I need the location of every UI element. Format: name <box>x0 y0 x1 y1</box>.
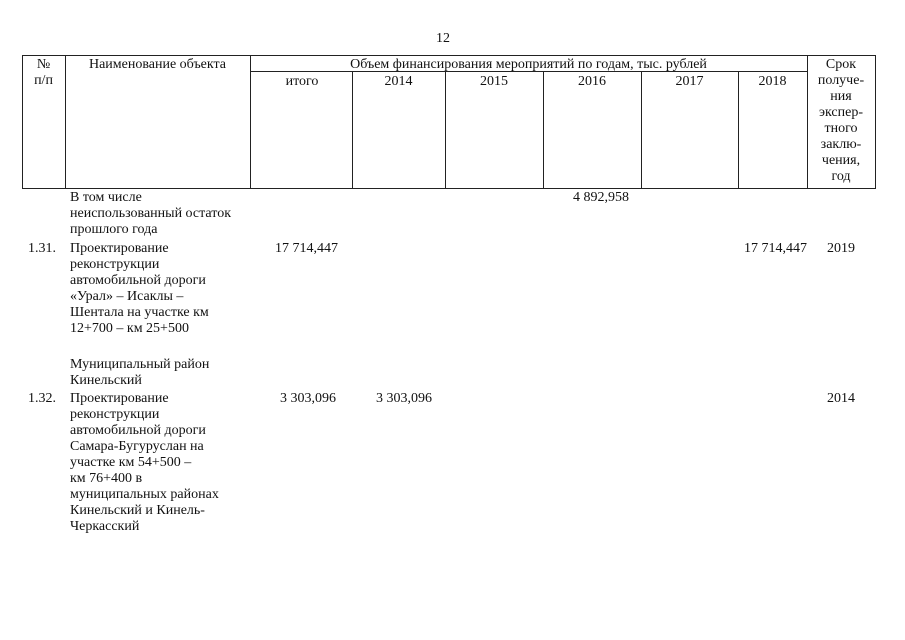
header-2016: 2016 <box>578 74 606 89</box>
row-1-31-total: 17 714,447 <box>275 241 338 256</box>
page-number: 12 <box>436 31 450 46</box>
row-1-31-2018: 17 714,447 <box>744 241 807 256</box>
header-2014: 2014 <box>384 74 413 89</box>
row-1-32-total: 3 303,096 <box>280 391 336 406</box>
row-including-name: В том числе неиспользованный остаток прошлого года <box>70 190 231 237</box>
col-border-no <box>65 55 66 189</box>
col-border-name <box>250 55 251 189</box>
row-1-32-number: 1.32. <box>28 391 56 406</box>
row-1-31-number: 1.31. <box>28 241 56 256</box>
col-border-right <box>875 55 876 189</box>
row-1-32-2014: 3 303,096 <box>376 391 432 406</box>
row-including-2016: 4 892,958 <box>573 190 629 205</box>
row-1-31-deadline: 2019 <box>827 241 855 256</box>
header-no: № п/п <box>34 57 53 88</box>
header-2018: 2018 <box>758 74 787 89</box>
header-total: итого <box>285 74 319 89</box>
header-deadline: Срок получе- ния экспер- тного заклю- чения, год <box>817 57 865 184</box>
row-municipal-district: Муниципальный район Кинельский <box>70 357 210 388</box>
header-2017: 2017 <box>675 74 704 89</box>
header-volume: Объем финансирования мероприятий по годам, тыс. рублей <box>350 57 707 72</box>
header-bottom-border <box>22 188 876 189</box>
row-1-32-deadline: 2014 <box>827 391 855 406</box>
header-name: Наименование объекта <box>88 57 227 72</box>
row-1-31-name: Проектирование реконструкции автомобильной дороги «Урал» – Исаклы – Шентала на участке км 12+700 – км 25+500 <box>70 241 209 336</box>
row-1-32-name: Проектирование реконструкции автомобильной дороги Самара-Бугуруслан на участке км 54+500 – км 76+400 в муниципальных районах Кинельский и Кинель- Черкасский <box>70 391 219 534</box>
header-top-border <box>22 55 876 56</box>
header-2015: 2015 <box>480 74 508 89</box>
